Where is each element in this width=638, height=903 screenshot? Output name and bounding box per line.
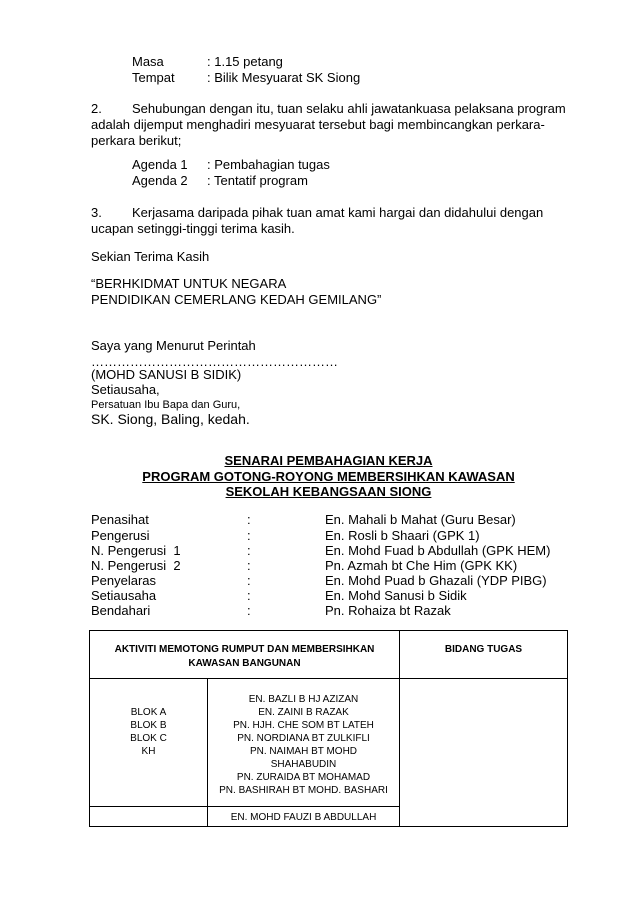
para2-line3: perkara berikut; (91, 133, 182, 148)
block-label: BLOK C (130, 733, 167, 744)
staff-name: PN. NAIMAH BT MOHD (249, 746, 358, 757)
committee-colon: : (247, 603, 251, 618)
agenda-1-label: Agenda 1 (132, 157, 188, 172)
blocks-cell-empty (90, 807, 208, 827)
staff-name: EN. BAZLI B HJ AZIZAN (248, 694, 359, 705)
motto-line2: PENDIDIKAN CEMERLANG KEDAH GEMILANG” (91, 292, 382, 307)
table-header-row (90, 631, 568, 679)
block-label: BLOK A (130, 707, 167, 718)
duty-cell (400, 679, 568, 827)
motto-line1: “BERHKIDMAT UNTUK NEGARA (91, 276, 287, 291)
committee-colon: : (247, 558, 251, 573)
header-duty: BIDANG TUGAS (444, 644, 523, 655)
staff-name: EN. MOHD FAUZI B ABDULLAH (230, 812, 377, 823)
masa-value: : 1.15 petang (207, 54, 283, 69)
table-row (90, 679, 568, 807)
para2-number: 2. (91, 101, 102, 116)
staff-cell (208, 679, 400, 807)
signature-dots: ………………………………………………… (91, 354, 338, 369)
heading-line3: SEKOLAH KEBANGSAAN SIONG (225, 484, 432, 499)
committee-role: Penyelaras (91, 573, 157, 588)
staff-cell (208, 807, 400, 827)
staff-name: PN. HJH. CHE SOM BT LATEH (233, 720, 374, 731)
committee-colon: : (247, 573, 251, 588)
header-activity-cell (90, 631, 400, 679)
para2-line1: Sehubungan dengan itu, tuan selaku ahli jawatankuasa pelaksana program (132, 101, 566, 116)
committee-name: Pn. Azmah bt Che Him (GPK KK) (325, 558, 518, 573)
committee-colon: : (247, 588, 251, 603)
signatory-title: Setiausaha, (91, 382, 160, 397)
para3-line1: Kerjasama daripada pihak tuan amat kami hargai dan didahului dengan (132, 205, 544, 220)
staff-name: EN. ZAINI B RAZAK (258, 707, 349, 718)
committee-colon: : (247, 528, 251, 543)
work-distribution-table (89, 630, 568, 827)
para3-number: 3. (91, 205, 102, 220)
committee-role: Penasihat (91, 512, 149, 527)
staff-name: SHAHABUDIN (270, 759, 337, 770)
masa-label: Masa (132, 54, 164, 69)
staff-name: PN. BASHIRAH BT MOHD. BASHARI (219, 785, 388, 796)
header-activity-line2: KAWASAN BANGUNAN (188, 658, 301, 669)
committee-colon: : (247, 512, 251, 527)
committee-name: En. Mohd Sanusi b Sidik (325, 588, 467, 603)
header-activity-line1: AKTIVITI MEMOTONG RUMPUT DAN MEMBERSIHKAN (114, 644, 375, 655)
committee-role: N. Pengerusi 2 (91, 558, 181, 573)
signature-intro: Saya yang Menurut Perintah (91, 338, 256, 353)
para3-line2: ucapan setinggi-tinggi terima kasih. (91, 221, 295, 236)
block-label: KH (141, 746, 156, 757)
committee-role: N. Pengerusi 1 (91, 543, 181, 558)
block-label: BLOK B (130, 720, 167, 731)
committee-colon: : (247, 543, 251, 558)
committee-name: Pn. Rohaiza bt Razak (325, 603, 451, 618)
agenda-2-label: Agenda 2 (132, 173, 188, 188)
header-duty-cell (400, 631, 568, 679)
committee-name: En. Mohd Fuad b Abdullah (GPK HEM) (325, 543, 551, 558)
committee-role: Setiausaha (91, 588, 157, 603)
committee-name: En. Mohd Puad b Ghazali (YDP PIBG) (325, 573, 547, 588)
agenda-2-value: : Tentatif program (207, 173, 308, 188)
tempat-label: Tempat (132, 70, 175, 85)
signatory-name: (MOHD SANUSI B SIDIK) (91, 367, 242, 382)
committee-role: Pengerusi (91, 528, 150, 543)
blocks-cell (90, 679, 208, 807)
heading-line2: PROGRAM GOTONG-ROYONG MEMBERSIHKAN KAWASAN (142, 469, 515, 484)
committee-name: En. Mahali b Mahat (Guru Besar) (325, 512, 516, 527)
agenda-1-value: : Pembahagian tugas (207, 157, 330, 172)
closing-text: Sekian Terima Kasih (91, 249, 210, 264)
staff-name: PN. NORDIANA BT ZULKIFLI (237, 733, 370, 744)
tempat-value: : Bilik Mesyuarat SK Siong (207, 70, 361, 85)
committee-name: En. Rosli b Shaari (GPK 1) (325, 528, 480, 543)
heading-line1: SENARAI PEMBAHAGIAN KERJA (224, 453, 433, 468)
signatory-school: SK. Siong, Baling, kedah. (91, 411, 250, 427)
signatory-org: Persatuan Ibu Bapa dan Guru, (91, 399, 241, 411)
staff-name: PN. ZURAIDA BT MOHAMAD (236, 772, 371, 783)
committee-role: Bendahari (91, 603, 151, 618)
para2-line2: adalah dijemput menghadiri mesyuarat tersebut bagi membincangkan perkara- (91, 117, 545, 132)
